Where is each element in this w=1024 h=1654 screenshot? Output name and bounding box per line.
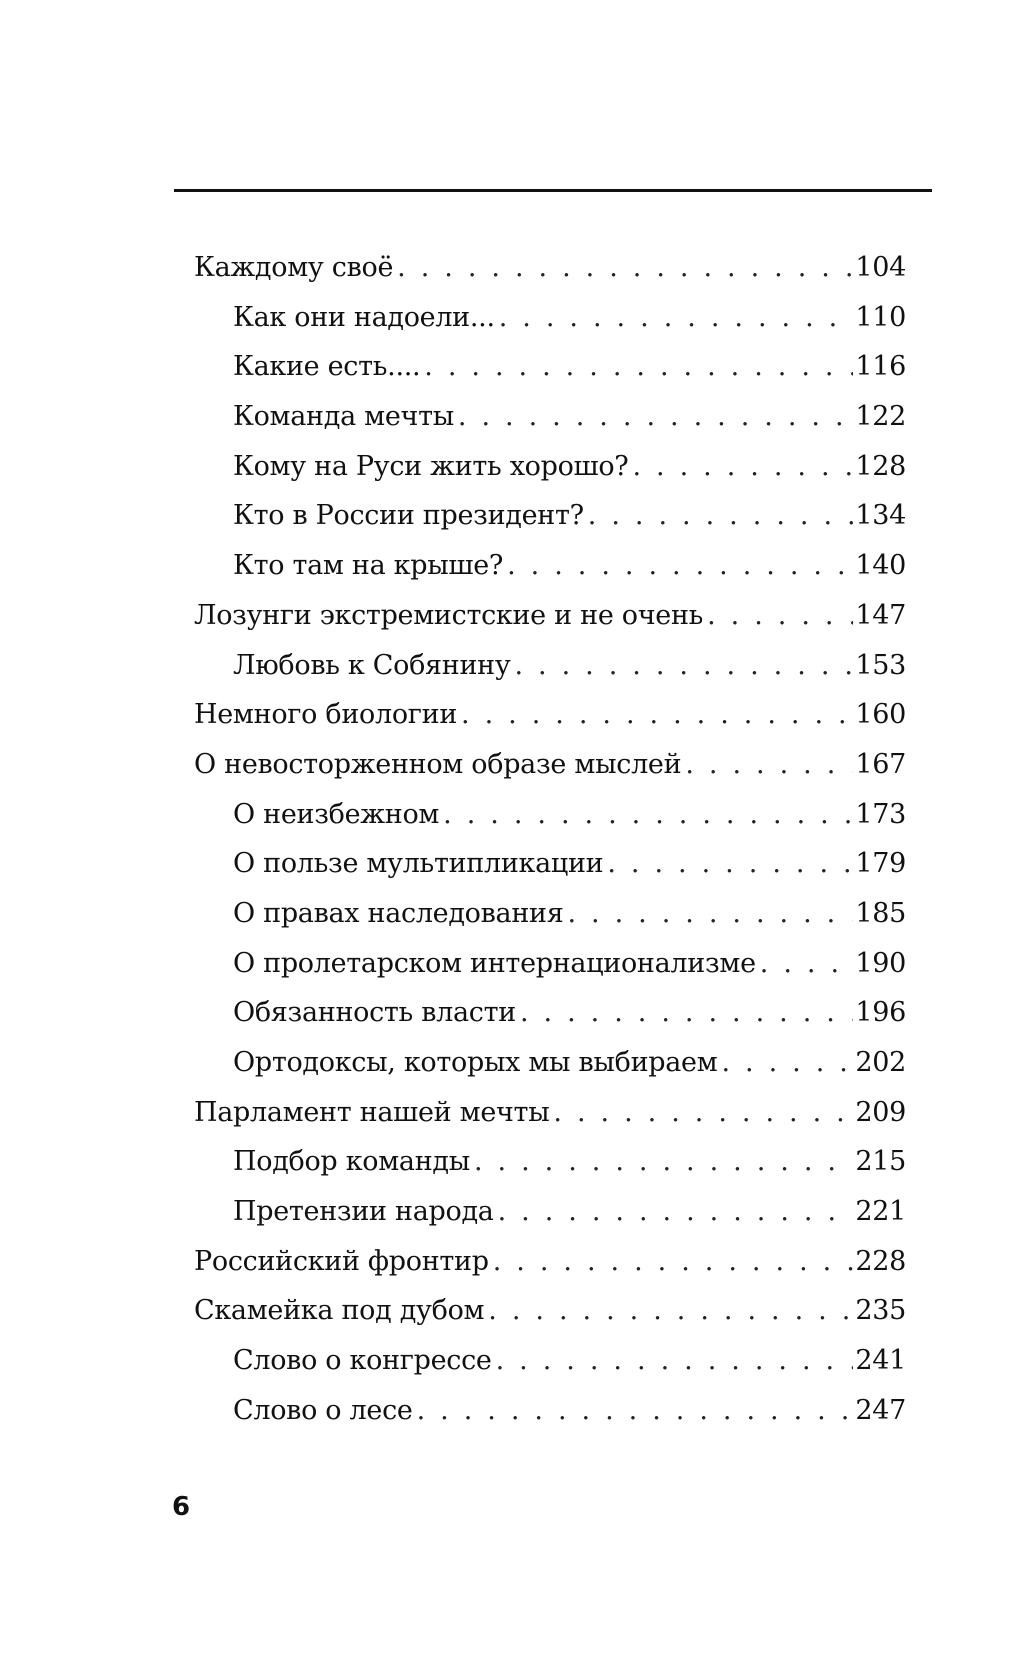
toc-entry-page: 202 [855,1047,906,1078]
toc-leader-dots [499,293,854,343]
toc-entry-page: 209 [855,1096,906,1128]
toc-entry-title: Обязанность власти [233,997,516,1029]
toc-leader-dots [685,740,853,790]
toc-entry-title: Слово о конгрессе [233,1345,492,1377]
toc-entry[interactable] [194,641,906,691]
toc-entry[interactable] [194,740,906,790]
toc-entry-page: 221 [855,1196,906,1228]
toc-entry-page: 196 [855,997,906,1029]
toc-entry[interactable] [194,293,906,343]
toc-entry-page: 140 [855,550,906,582]
toc-entry-page: 153 [855,649,906,681]
toc-entry[interactable] [194,939,906,989]
toc-entry-title: Команда мечты [233,401,454,433]
toc-leader-dots [632,442,853,492]
toc-entry[interactable] [194,342,906,392]
toc-entry[interactable] [194,690,906,740]
toc-entry-title: О правах наследования [233,897,564,929]
toc-leader-dots [417,1386,854,1436]
toc-entry[interactable] [194,889,906,939]
toc-leader-dots [707,591,853,641]
toc-entry[interactable] [194,591,906,641]
toc-entry[interactable] [194,243,906,293]
toc-entry-title: Какие есть.... [233,351,421,383]
toc-entry-page: 147 [855,599,906,631]
toc-entry-title: Слово о лесе [233,1394,413,1426]
toc-entry-title: О неизбежном [233,798,440,830]
toc-entry[interactable] [194,1088,906,1138]
toc-entry-title: Немного биологии [194,699,458,731]
toc-entry-title: Ортодоксы, которых мы выбираем [233,1047,718,1078]
toc-entry-title: Лозунги экстремистские и не очень [194,599,704,631]
toc-entry-page: 215 [855,1146,906,1178]
toc-entry-title: Подбор команды [233,1146,470,1178]
toc-entry-page: 160 [855,699,906,731]
toc-entry-page: 104 [855,252,906,283]
toc-entry-page: 241 [855,1345,906,1377]
toc-leader-dots [567,889,853,939]
toc-entry[interactable] [194,1038,906,1088]
table-of-contents [194,243,906,1436]
toc-entry[interactable] [194,1187,906,1237]
toc-leader-dots [424,342,853,392]
toc-leader-dots [514,641,853,691]
toc-entry-page: 122 [855,401,906,433]
toc-entry[interactable] [194,541,906,591]
toc-entry-title: Кто там на крыше? [233,550,504,582]
toc-entry[interactable] [194,988,906,1038]
toc-entry-title: О пролетарском интернационализме [233,947,756,979]
toc-entry-page: 134 [855,500,906,532]
toc-entry-title: Претензии народа [233,1196,494,1228]
toc-entry[interactable] [194,1137,906,1187]
toc-leader-dots [721,1038,853,1088]
toc-entry-title: О пользе мультипликации [233,848,604,880]
toc-leader-dots [607,839,853,889]
toc-leader-dots [458,392,853,442]
toc-entry-page: 190 [855,947,906,979]
toc-entry-title: Скамейка под дубом [194,1295,485,1327]
toc-entry-page: 128 [855,450,906,482]
toc-entry-page: 247 [855,1394,906,1426]
top-rule [174,189,932,192]
toc-entry[interactable] [194,1336,906,1386]
toc-entry-title: Каждому своё [194,252,394,283]
toc-leader-dots [474,1137,853,1187]
toc-entry[interactable] [194,1286,906,1336]
toc-entry-page: 228 [855,1245,906,1277]
toc-leader-dots [461,690,853,740]
toc-leader-dots [520,988,853,1038]
page-number: 6 [172,1492,191,1522]
toc-entry[interactable] [194,442,906,492]
toc-leader-dots [760,939,854,989]
toc-entry[interactable] [194,392,906,442]
toc-leader-dots [507,541,853,591]
toc-entry-page: 116 [855,351,906,383]
toc-leader-dots [496,1336,854,1386]
toc-entry-page: 185 [855,897,906,929]
toc-leader-dots [498,1187,854,1237]
toc-entry-title: Российский фронтир [194,1245,489,1277]
toc-leader-dots [553,1088,853,1138]
toc-entry[interactable] [194,839,906,889]
toc-entry-title: Как они надоели... [233,301,495,333]
toc-leader-dots [397,243,853,293]
toc-leader-dots [488,1286,853,1336]
toc-leader-dots [443,790,853,840]
toc-leader-dots [588,491,854,541]
toc-entry-page: 173 [855,798,906,830]
toc-entry-title: Любовь к Собянину [233,649,511,681]
toc-entry[interactable] [194,1386,906,1436]
toc-entry-page: 167 [855,748,906,780]
toc-entry-title: О невосторженном образе мыслей [194,748,682,780]
toc-entry-page: 235 [855,1295,906,1327]
toc-entry[interactable] [194,1237,906,1287]
toc-entry-title: Кто в России президент? [233,500,584,532]
toc-entry-page: 110 [855,301,906,333]
toc-entry-page: 179 [855,848,906,880]
toc-entry-title: Кому на Руси жить хорошо? [233,450,629,482]
toc-leader-dots [493,1237,854,1287]
toc-entry[interactable] [194,790,906,840]
toc-entry-title: Парламент нашей мечты [194,1096,550,1128]
toc-entry[interactable] [194,491,906,541]
